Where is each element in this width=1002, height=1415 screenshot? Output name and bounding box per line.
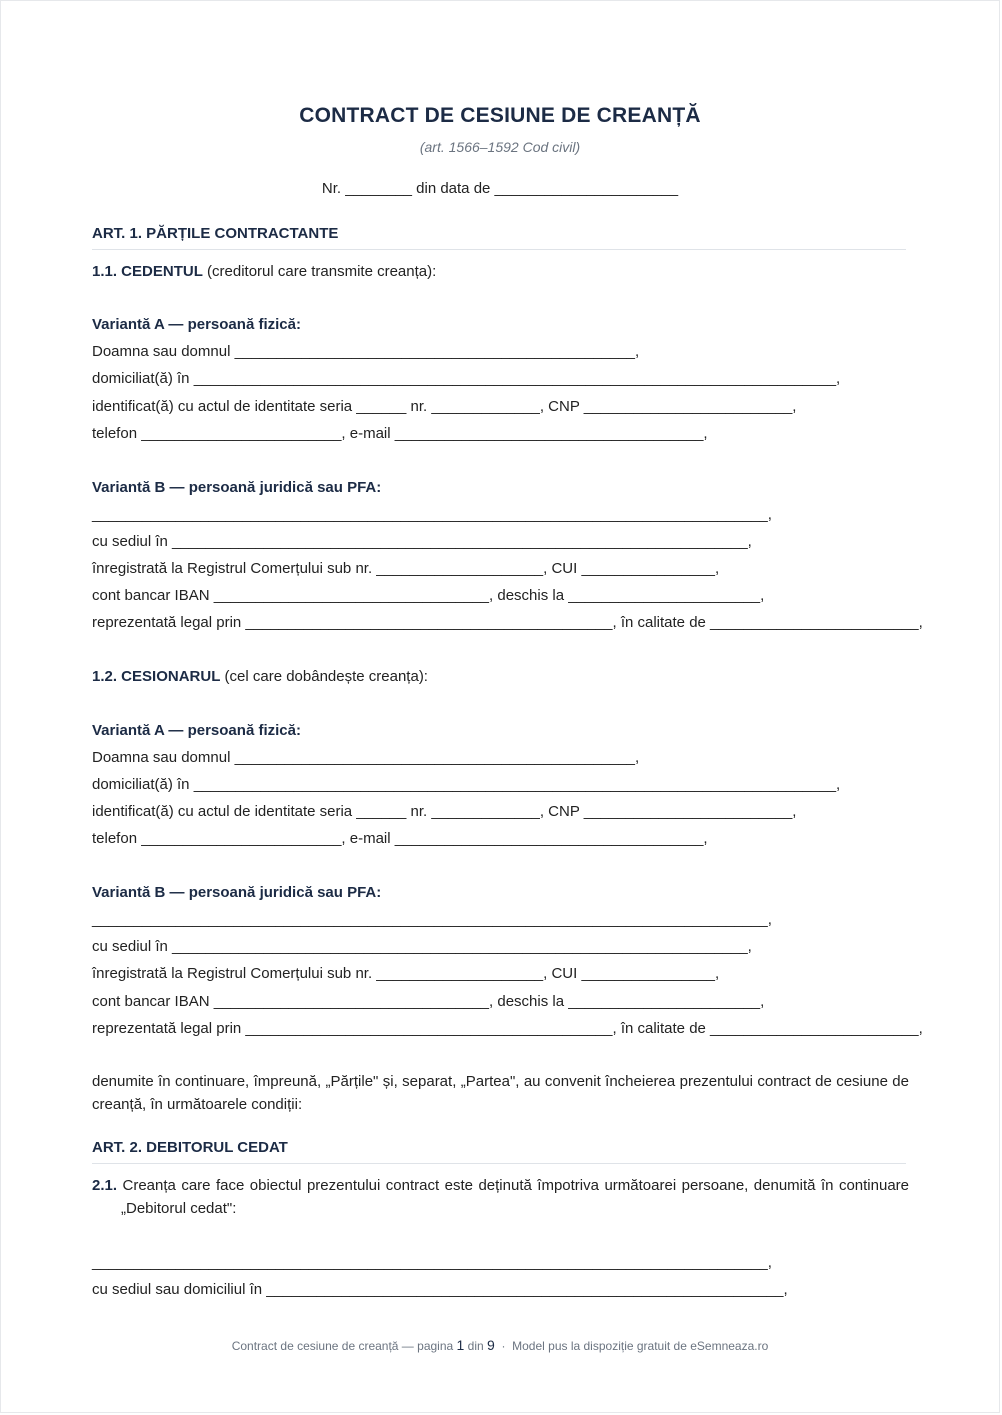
cesionar-heading [92, 667, 428, 687]
footer-page-number: 1 [456, 1337, 465, 1353]
cedent-a-id-field: identificat(ă) cu actul de identitate seria ______ nr. _____________, CNP _________________________, [92, 398, 797, 415]
parties-closing-paragraph: denumite în continuare, împreună, „Părțile" și, separat, „Partea", au convenit încheierea prezentului contract de cesiune de creanță, în următoarele condiții: [92, 1073, 909, 1113]
art2-p21-number: 2.1. [92, 1177, 118, 1194]
cedent-desc: (creditorul care transmite creanța): [202, 263, 437, 280]
cedent-b-representative-field: reprezentată legal prin ____________________________________________, în calitate de _________________________, [92, 614, 923, 631]
cesionar-a-domicile-field: domiciliat(ă) în _____________________________________________________________________________, [92, 776, 841, 793]
document-title: CONTRACT DE CESIUNE DE CREANȚĂ [299, 104, 701, 127]
footer-prefix: Contract de cesiune de creanță — pagina [231, 1339, 457, 1353]
cesionar-b-registry-field: înregistrată la Registrul Comerțului sub nr. ____________________, CUI ________________, [92, 965, 720, 982]
cedent-variant-b-title: Variantă B — persoană juridică sau PFA: [92, 479, 382, 496]
art2-heading: ART. 2. DEBITORUL CEDAT [92, 1139, 906, 1164]
contract-number-line: Nr. ________ din data de ______________________ [321, 180, 679, 197]
art2-p21-text: Creanța care face obiectul prezentului contract este deținută împotriva următoarei persoane, denumită în continuare „Debitorul cedat": [117, 1177, 909, 1217]
debtor-seat-field: cu sediul sau domiciliul în ______________________________________________________________, [92, 1281, 788, 1298]
cedent-label: 1.1. CEDENTUL [92, 263, 203, 280]
cesionar-desc: (cel care dobândește creanța): [220, 668, 428, 685]
cedent-b-registry-field: înregistrată la Registrul Comerțului sub nr. ____________________, CUI ________________, [92, 560, 720, 577]
cedent-b-seat-field: cu sediul în _____________________________________________________________________, [92, 533, 752, 550]
cesionar-b-seat-field: cu sediul în _____________________________________________________________________, [92, 938, 752, 955]
cesionar-b-name-field: _________________________________________________________________________________, [92, 911, 772, 928]
art2-paragraph-2-1 [92, 1174, 909, 1220]
cedent-heading [92, 262, 436, 282]
cesionar-b-iban-field: cont bancar IBAN _________________________________, deschis la _______________________, [92, 993, 765, 1010]
cesionar-label: 1.2. CESIONARUL [92, 668, 221, 685]
page-footer [1, 1337, 999, 1353]
cedent-a-domicile-field: domiciliat(ă) în _____________________________________________________________________________, [92, 370, 841, 387]
cedent-a-name-field: Doamna sau domnul ________________________________________________, [92, 343, 640, 360]
cesionar-variant-a-title: Variantă A — persoană fizică: [92, 722, 301, 739]
document-subtitle: (art. 1566–1592 Cod civil) [419, 139, 581, 155]
cesionar-a-contact-field: telefon ________________________, e-mail _____________________________________, [92, 830, 708, 847]
cesionar-a-id-field: identificat(ă) cu actul de identitate seria ______ nr. _____________, CNP _________________________, [92, 803, 797, 820]
cesionar-variant-b-title: Variantă B — persoană juridică sau PFA: [92, 884, 382, 901]
footer-suffix: · Model pus la dispoziție gratuit de eSemneaza.ro [494, 1339, 769, 1353]
debtor-name-field: _________________________________________________________________________________, [92, 1254, 772, 1271]
footer-page-total: 9 [487, 1337, 495, 1353]
cedent-b-name-field: _________________________________________________________________________________, [92, 506, 772, 523]
cedent-a-contact-field: telefon ________________________, e-mail _____________________________________, [92, 425, 708, 442]
cedent-variant-a-title: Variantă A — persoană fizică: [92, 316, 301, 333]
art1-heading: ART. 1. PĂRȚILE CONTRACTANTE [92, 225, 906, 250]
cedent-b-iban-field: cont bancar IBAN _________________________________, deschis la _______________________, [92, 587, 765, 604]
footer-of: din [464, 1339, 487, 1353]
cesionar-a-name-field: Doamna sau domnul ________________________________________________, [92, 749, 640, 766]
cesionar-b-representative-field: reprezentată legal prin ____________________________________________, în calitate de _________________________, [92, 1020, 923, 1037]
